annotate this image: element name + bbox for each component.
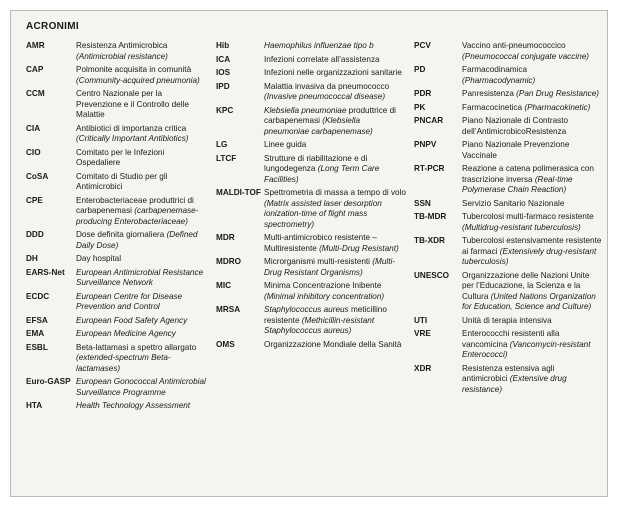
acronym-text: Enterobacteriaceae produttrici di carbapenemasi: [76, 195, 194, 215]
acronym-text: Spettrometria di massa a tempo di volo: [264, 188, 406, 197]
acronym-entry: [216, 68, 406, 79]
acronym-note: (Extensive drug resistance): [462, 374, 567, 394]
acronym-definition: [462, 364, 602, 396]
acronym-definition: [264, 82, 406, 103]
acronym-definition: [76, 316, 187, 327]
acronym-text: Comitato di Studio per gli Antimicrobici: [76, 171, 168, 191]
acronym-note: (Long Term Care Facilities): [264, 164, 380, 184]
acronym-definition: [76, 329, 176, 340]
acronym-definition: [264, 340, 401, 351]
acronym-definition: [76, 148, 206, 169]
acronym-note: Klebsiella pneumoniae: [264, 105, 347, 115]
acronym-definition: [462, 212, 602, 233]
acronym-text: Unità di terapia intensiva: [462, 315, 552, 325]
acronym-text: Multi-antimicrobico resistente – Multiresistente: [264, 233, 377, 253]
acronym-abbr: MALDI-TOF: [216, 188, 261, 197]
acronym-entry: [414, 116, 602, 137]
acronym-definition: [462, 65, 602, 86]
acronym-abbr: CoSA: [26, 171, 49, 181]
acronym-text: Linee guida: [264, 140, 307, 149]
acronym-abbr: TB-XDR: [414, 236, 445, 245]
acronym-entry: [216, 257, 406, 278]
acronym-entry: [26, 196, 206, 228]
acronym-abbr: MDRO: [216, 257, 242, 266]
acronym-text: Malattia invasiva da pneumococco: [264, 81, 390, 91]
acronym-definition: [462, 103, 590, 114]
acronym-entry: [414, 329, 602, 361]
acronym-text: Dose definita giornaliera: [76, 230, 165, 239]
acronym-definition: [264, 154, 406, 186]
acronym-text: Beta-lattamasi a spettro allargato: [76, 342, 197, 352]
acronym-text: Farmacodinamica: [462, 65, 528, 74]
acronym-abbr: XDR: [414, 363, 432, 373]
acronym-definition: [462, 329, 602, 361]
acronym-definition: [76, 292, 206, 313]
acronym-abbr: IPD: [216, 81, 230, 91]
acronym-note: (Defined Daily Dose): [76, 230, 198, 250]
acronym-definition: [462, 116, 602, 137]
acronym-text: Organizzazione delle Nazioni Unite per l’Educazione, la Scienza e la Cultura: [462, 270, 590, 301]
acronym-note: (Vancomycin-resistant Enterococci): [462, 339, 591, 359]
acronym-entry: [26, 254, 206, 265]
acronym-note: (extended-spectrum Beta-lactamases): [76, 353, 171, 373]
acronym-entry: [216, 106, 406, 138]
acronym-note: (United Nations Organization for Education, Science and Culture): [462, 291, 596, 311]
acronym-abbr: PDR: [414, 89, 432, 98]
acronym-definition: [462, 140, 602, 161]
acronyms-panel: [10, 10, 608, 497]
acronym-definition: [76, 377, 206, 398]
acronym-definition: [76, 65, 206, 86]
acronym-text: meticillino resistente: [264, 305, 387, 325]
acronym-abbr: SSN: [414, 198, 431, 208]
acronym-abbr: MIC: [216, 281, 232, 290]
acronym-note: (Multi-Drug Resistant Organisms): [264, 257, 396, 277]
acronym-definition: [76, 124, 206, 145]
acronym-definition: [264, 257, 406, 278]
acronym-note: (Real-time Polymerase Chain Reaction): [462, 174, 573, 194]
acronym-note: European Gonococcal Antimicrobial Surveillance Programme: [76, 377, 206, 397]
acronym-definition: [76, 196, 206, 228]
acronym-text: Reazione a catena polimerasica con trascrizione inversa: [462, 164, 594, 184]
acronym-note: (Extensively drug-resistant tuberculosis): [462, 246, 597, 266]
acronym-note: (Invasive pneumococcal disease): [264, 92, 386, 101]
acronym-entry: [414, 212, 602, 233]
acronym-definition: [264, 140, 306, 151]
acronym-entry: [414, 103, 602, 114]
acronym-note: (Pan Drug Resistance): [516, 89, 599, 98]
acronym-text: Tubercolosi estensivamente resistente ai farmaci: [462, 236, 602, 256]
acronym-abbr: MDR: [216, 233, 235, 242]
acronym-definition: [76, 268, 206, 289]
acronym-text: produttrice di carbapenemasi: [264, 105, 397, 125]
acronym-abbr: CAP: [26, 65, 44, 74]
acronym-text: Resistenza estensiva agli antimicrobici: [462, 363, 555, 383]
acronym-note: (Multi-Drug Resistant): [319, 243, 399, 253]
acronym-definition: [76, 254, 121, 265]
acronym-definition: [462, 271, 602, 313]
acronym-abbr: EFSA: [26, 315, 48, 325]
acronym-abbr: ECDC: [26, 291, 50, 301]
acronym-text: Servizio Sanitario Nazionale: [462, 198, 565, 208]
acronym-text: Minima Concentrazione Inibente: [264, 281, 382, 290]
acronym-text: Resistenza Antimicrobica: [76, 41, 168, 50]
acronym-entry: [414, 164, 602, 196]
acronym-definition: [462, 199, 564, 210]
acronym-abbr: CPE: [26, 195, 43, 205]
acronym-definition: [76, 401, 190, 412]
acronym-abbr: DDD: [26, 230, 44, 239]
acronym-note: (Matrix assisted laser desorption ionization-time of flight mass spectrometry): [264, 198, 382, 229]
acronym-entry: [26, 401, 206, 412]
acronym-note: (carbapenemase-producing Enterobacteriaceae): [76, 206, 199, 226]
acronym-note: European Food Safety Agency: [76, 315, 188, 325]
acronym-entry: [414, 89, 602, 100]
acronym-abbr: HTA: [26, 401, 43, 410]
acronym-definition: [462, 236, 602, 268]
acronym-text: Panresistenza: [462, 89, 514, 98]
acronym-abbr: UNESCO: [414, 270, 450, 280]
acronym-text: Organizzazione Mondiale della Sanità: [264, 339, 402, 349]
acronym-text: Farmacocinetica: [462, 102, 523, 112]
acronym-entry: [414, 271, 602, 313]
acronym-entry: [26, 377, 206, 398]
acronym-entry: [216, 281, 406, 302]
acronym-definition: [264, 41, 374, 52]
acronym-entry: [26, 172, 206, 193]
acronym-entry: [216, 154, 406, 186]
acronym-text: Strutture di riabilitazione e di lungodegenza: [264, 153, 368, 173]
acronym-abbr: KPC: [216, 105, 234, 115]
acronym-entry: [26, 124, 206, 145]
acronym-text: Piano Nazionale Prevenzione Vaccinale: [462, 140, 570, 160]
acronym-abbr: Euro-GASP: [26, 377, 71, 386]
acronym-definition: [76, 89, 206, 121]
acronym-text: Vaccino anti-pneumococcico: [462, 41, 566, 50]
acronym-abbr: PK: [414, 102, 426, 112]
acronym-entry: [414, 364, 602, 396]
acronym-text: Day hospital: [76, 254, 122, 263]
acronym-abbr: PCV: [414, 41, 431, 50]
acronym-entry: [216, 233, 406, 254]
acronym-entry: [26, 41, 206, 62]
acronym-definition: [462, 89, 599, 100]
page-title: ACRONIMI: [26, 21, 79, 32]
acronym-abbr: RT-PCR: [414, 164, 445, 173]
acronym-definition: [76, 230, 206, 251]
acronym-entry: [26, 292, 206, 313]
acronym-entry: [26, 316, 206, 327]
acronym-abbr: EMA: [26, 329, 45, 338]
acronym-entry: [26, 343, 206, 375]
acronym-abbr: VRE: [414, 329, 431, 338]
acronym-text: Piano Nazionale di Contrasto dell’AntimicrobicoResistenza: [462, 116, 569, 136]
acronym-entry: [216, 41, 406, 52]
acronym-note: (Pneumococcal conjugate vaccine): [462, 51, 589, 61]
acronym-entry: [414, 41, 602, 62]
acronym-definition: [264, 281, 406, 302]
acronym-note: (Klebsiella pneumoniae carbapenemase): [264, 116, 373, 136]
acronym-text: Polmonite acquisita in comunità: [76, 65, 192, 74]
acronym-abbr: CIO: [26, 147, 41, 157]
acronym-entry: [26, 268, 206, 289]
acronym-definition: [76, 172, 206, 193]
acronym-note: (Multidrug-resistant tuberculosis): [462, 222, 581, 232]
acronym-entry: [26, 329, 206, 340]
acronym-text: Infezioni nelle organizzazioni sanitarie: [264, 68, 402, 77]
column-2: [216, 41, 406, 353]
acronym-abbr: CIA: [26, 123, 41, 133]
acronym-entry: [216, 82, 406, 103]
acronym-text: Comitato per le Infezioni Ospedaliere: [76, 147, 165, 167]
acronym-abbr: ICA: [216, 54, 231, 64]
acronym-note: (Critically Important Antibiotics): [76, 134, 189, 143]
acronym-note: (Antimicrobial resistance): [76, 51, 168, 61]
acronym-abbr: EARS-Net: [26, 267, 65, 277]
acronym-abbr: LTCF: [216, 153, 237, 163]
acronym-definition: [264, 68, 402, 79]
acronym-entry: [414, 140, 602, 161]
acronym-abbr: Hib: [216, 41, 230, 50]
column-3: [414, 41, 602, 398]
acronym-entry: [26, 89, 206, 121]
acronym-abbr: LG: [216, 140, 228, 149]
acronym-definition: [462, 164, 602, 196]
acronym-text: Enterococchi resistenti alla vancomicina: [462, 329, 560, 349]
acronym-entry: [414, 316, 602, 327]
acronym-note: European Centre for Disease Prevention and Control: [76, 291, 183, 311]
column-1: [26, 41, 206, 415]
acronym-abbr: ESBL: [26, 342, 48, 352]
acronym-entry: [414, 236, 602, 268]
acronym-text: Centro Nazionale per la Prevenzione e il Controllo delle Malattie: [76, 89, 189, 119]
acronym-entry: [216, 340, 406, 351]
acronym-note: European Medicine Agency: [76, 329, 176, 338]
acronym-note: Staphylococcus aureus: [264, 305, 349, 314]
acronym-abbr: IOS: [216, 68, 231, 77]
acronym-note: (Pharmacokinetic): [524, 102, 591, 112]
acronym-abbr: AMR: [26, 41, 45, 50]
acronym-note: (Pharmacodynamic): [462, 75, 536, 85]
acronym-abbr: TB-MDR: [414, 212, 447, 221]
acronym-abbr: PD: [414, 65, 426, 74]
acronym-abbr: CCM: [26, 89, 45, 98]
acronym-text: Microrganismi multi-resistenti: [264, 257, 371, 266]
acronym-note: Health Technology Assessment: [76, 401, 191, 410]
acronym-text: Antibiotici di importanza critica: [76, 123, 187, 133]
acronym-abbr: DH: [26, 254, 38, 263]
acronym-entry: [216, 188, 406, 230]
acronym-entry: [216, 140, 406, 151]
acronym-abbr: PNCAR: [414, 116, 444, 125]
acronym-entry: [26, 65, 206, 86]
acronym-entry: [26, 230, 206, 251]
acronym-text: Infezioni correlate all’assistenza: [264, 54, 380, 64]
acronym-definition: [76, 343, 206, 375]
acronym-entry: [414, 199, 602, 210]
acronym-abbr: PNPV: [414, 140, 437, 149]
acronym-definition: [264, 233, 406, 254]
acronym-entry: [216, 305, 406, 337]
acronym-note: (Minimal inhibitory concentration): [264, 291, 385, 301]
acronym-entry: [414, 65, 602, 86]
acronym-text: Tubercolosi multi-farmaco resistente: [462, 212, 594, 221]
acronym-note: (Methicillin-resistant Staphylococcus aureus): [264, 315, 375, 335]
acronym-note: European Antimicrobial Resistance Surveillance Network: [76, 267, 204, 287]
acronym-definition: [264, 55, 380, 66]
acronym-entry: [26, 148, 206, 169]
acronym-abbr: MRSA: [216, 305, 241, 314]
acronym-definition: [264, 106, 406, 138]
acronym-note: Haemophilus influenzae tipo b: [264, 41, 374, 50]
acronym-definition: [462, 41, 602, 62]
acronym-definition: [76, 41, 206, 62]
acronym-abbr: UTI: [414, 315, 428, 325]
acronym-definition: [264, 188, 406, 230]
acronym-abbr: OMS: [216, 339, 235, 349]
acronym-note: (Community-acquired pneumonia): [76, 75, 200, 85]
acronym-definition: [462, 316, 552, 327]
acronym-entry: [216, 55, 406, 66]
acronym-definition: [264, 305, 406, 337]
